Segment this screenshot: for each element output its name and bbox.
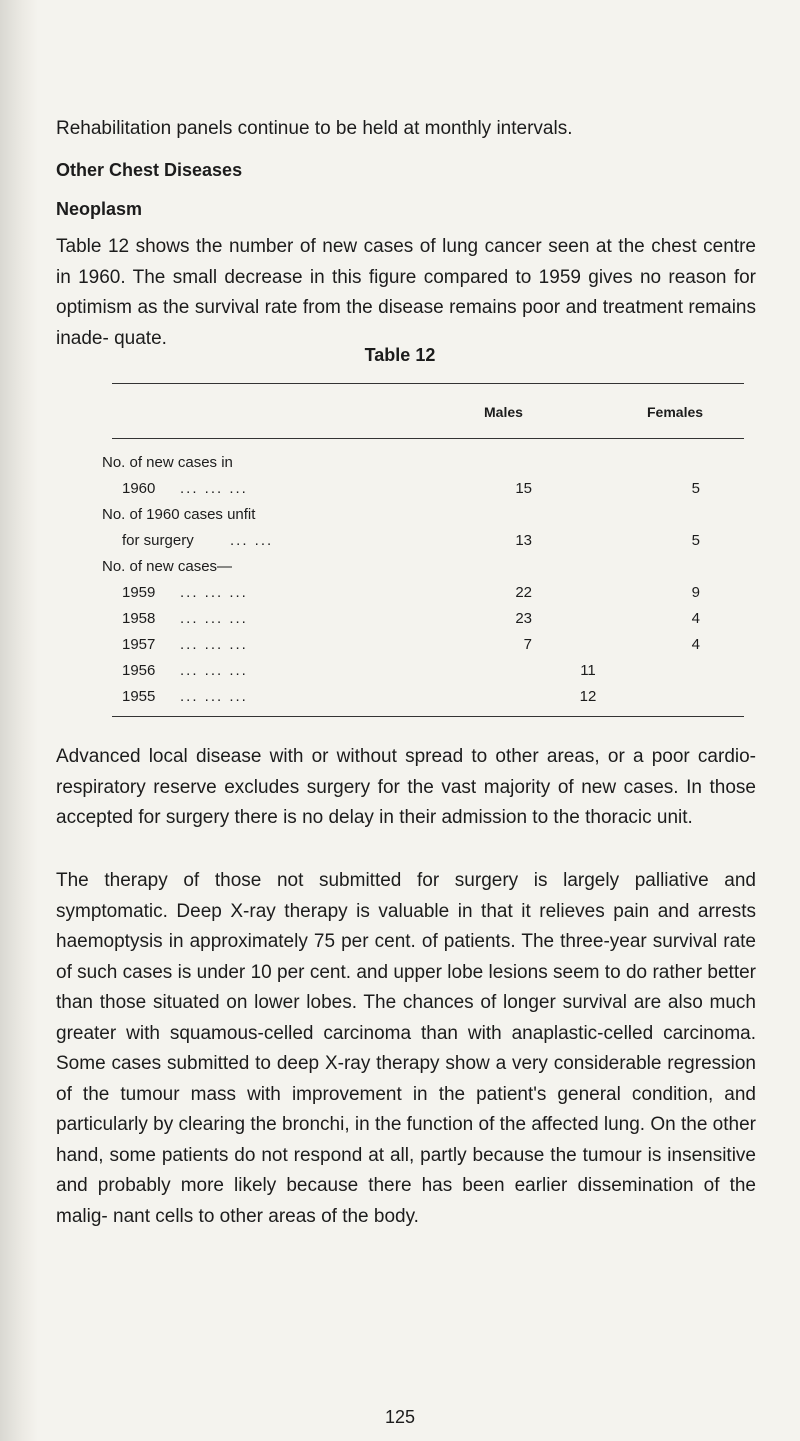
table-row [0,480,800,506]
table-row [0,506,800,532]
row-label: No. of 1960 cases unfit [102,506,256,523]
row-label: 1956 [122,662,156,679]
females-value: 4 [691,610,700,627]
males-value: 15 [515,480,532,497]
leader-dots: ... ... ... [180,480,248,497]
table-row [0,662,800,688]
table-row [0,688,800,714]
combined-value: 11 [580,662,596,679]
males-value: 7 [523,636,532,653]
col-header-females: Females [647,404,704,420]
paragraph-2: Advanced local disease with or without spread to other areas, or a poor cardio-respiratory reserve excludes surgery for the vast majority of new cases. In those accepted for surgery there is no delay in their admission to the thoracic unit. [56,746,756,828]
paragraph-1: Table 12 shows the number of new cases of lung cancer seen at the chest centre in 1960. The small decrease in this figure compared to 1959 gives no reason for optimism as the survival rate from the disease remains poor and treatment remains inade- quate. [56,236,756,349]
leader-dots: ... ... ... [180,688,248,705]
section-heading: Other Chest Diseases [56,160,243,180]
page-number: 125 [384,1407,416,1427]
leader-dots: ... ... ... [180,662,248,679]
leader-dots: ... ... ... [180,636,248,653]
leader-dots: ... ... [230,532,274,549]
combined-value: 12 [579,688,597,705]
row-label: 1959 [122,584,156,601]
row-label: 1958 [122,610,156,627]
paragraph-3: The therapy of those not submitted for surgery is largely palliative and symptomatic. Deep X-ray therapy is valuable in that it relieves pain and arrests haemoptysis in approximately 75 per cent. of patients. The three-year survival rate of such cases is under 10 per cent. and upper lobe lesions seem to do rather better than those situated on lower lobes. The chances of longer survival are also much greater with squamous-celled carcinoma than with anaplastic-celled carcinoma. Some cases submitted to deep X-ray therapy show a very considerable regression of the tumour mass with improvement in the patient's general condition, and particularly by clearing the bronchi, in the function of the affected lung. On the other hand, some patients do not respond at all, partly because the tumour is insensitive and probably more likely because there has been earlier dissemination of the malig- nant cells to other areas of the body. [56,870,756,1227]
table-row [0,636,800,662]
table-top-rule [112,383,744,384]
table-row [0,532,800,558]
females-value: 4 [691,636,700,653]
table-row [0,558,800,584]
males-value: 23 [515,610,532,627]
row-label: No. of new cases in [102,454,233,471]
subsection-heading: Neoplasm [56,199,143,219]
table-header-rule [112,438,744,439]
males-value: 13 [515,532,532,549]
leader-dots: ... ... ... [180,610,248,627]
females-value: 9 [691,584,700,601]
table-bottom-rule [112,716,744,717]
row-label: 1960 [122,480,156,497]
row-label: for surgery [122,532,194,549]
intro-paragraph: Rehabilitation panels continue to be held at monthly intervals. [56,118,573,139]
males-value: 22 [515,584,532,601]
females-value: 5 [691,480,700,497]
table-row [0,454,800,480]
table-row [0,584,800,610]
table-caption: Table 12 [364,345,436,365]
row-label: 1957 [122,636,156,653]
row-label: No. of new cases— [102,558,233,575]
col-header-males: Males [484,404,523,420]
leader-dots: ... ... ... [180,584,248,601]
page-edge-shadow [0,0,38,1441]
row-label: 1955 [122,688,156,705]
table-row [0,610,800,636]
females-value: 5 [691,532,700,549]
